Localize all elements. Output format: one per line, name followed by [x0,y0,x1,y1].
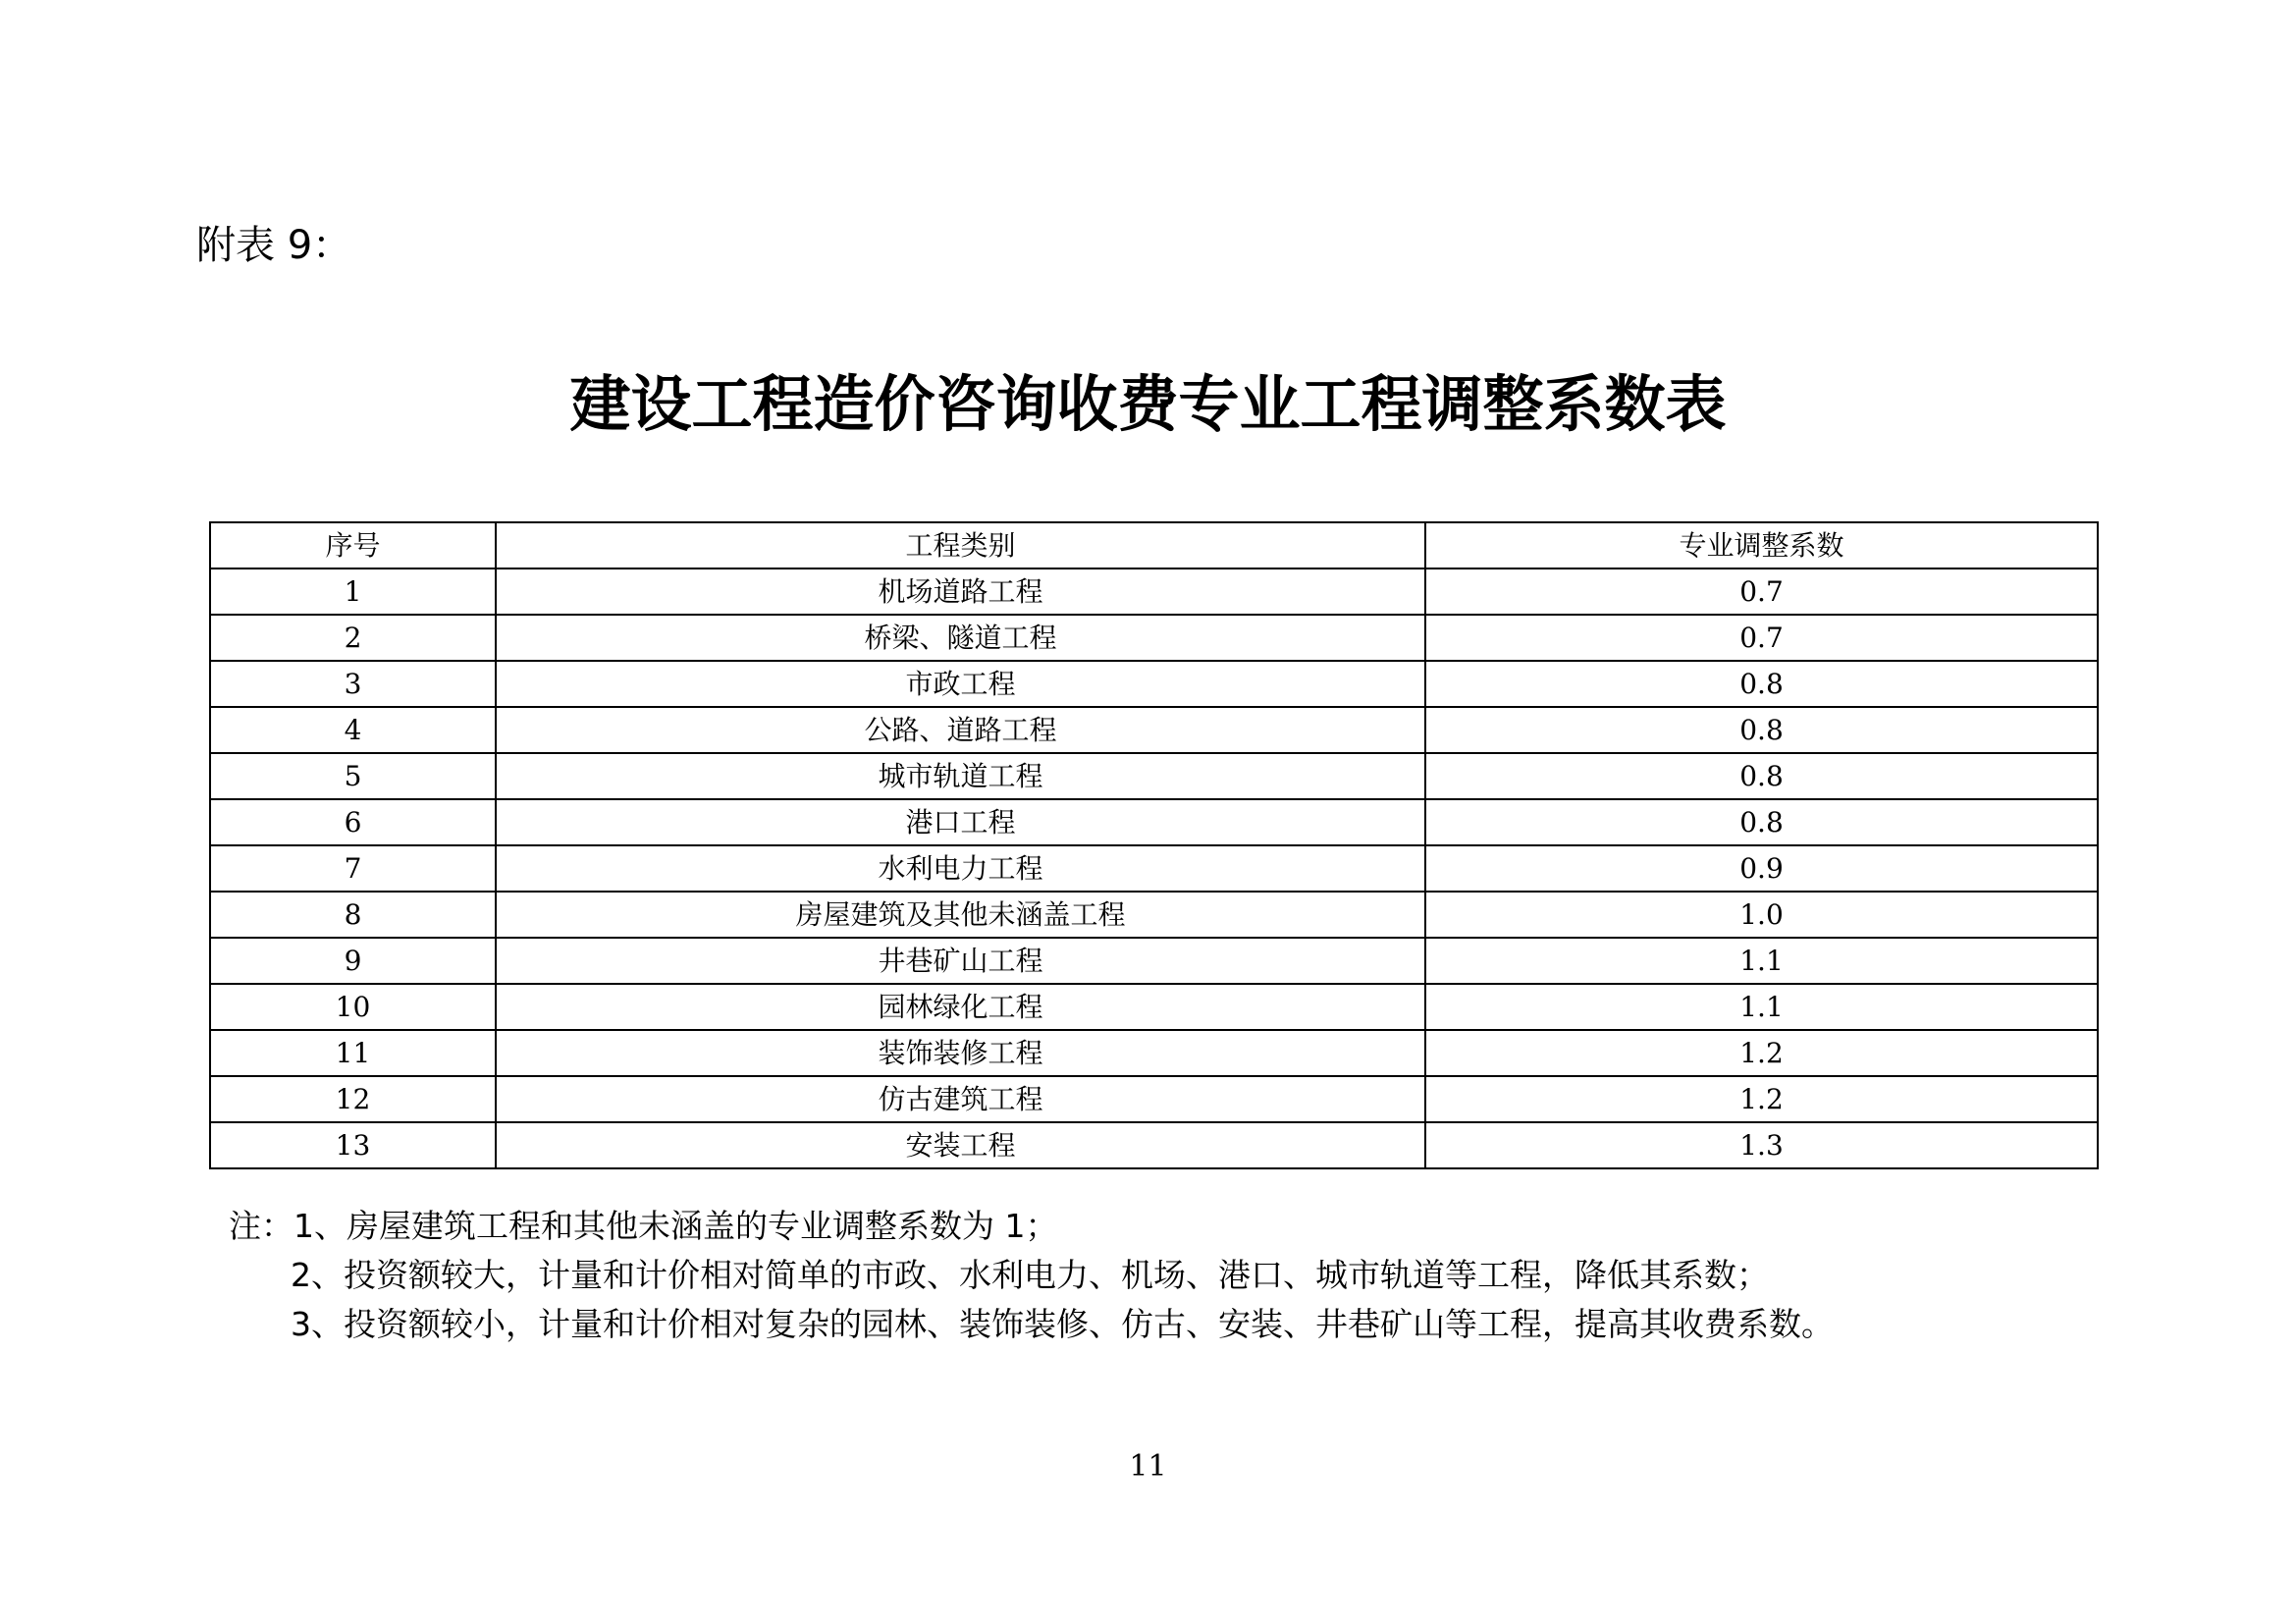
cell-no: 12 [210,1076,496,1122]
table-row [210,1076,2098,1122]
appendix-label: 附表 9： [196,223,352,268]
cell-no: 2 [210,615,496,661]
table-row [210,1030,2098,1076]
table-row [210,568,2098,615]
cell-no: 1 [210,568,496,615]
cell-no: 11 [210,1030,496,1076]
table-row [210,938,2098,984]
cell-no: 9 [210,938,496,984]
cell-coefficient: 1.0 [1425,892,2098,938]
cell-coefficient: 0.8 [1425,661,2098,707]
table-row [210,1122,2098,1168]
table-row [210,984,2098,1030]
cell-coefficient: 1.1 [1425,938,2098,984]
cell-category: 机场道路工程 [496,568,1425,615]
cell-coefficient: 1.2 [1425,1030,2098,1076]
cell-no: 4 [210,707,496,753]
table-header-row [210,522,2098,568]
cell-no: 10 [210,984,496,1030]
document-title: 建设工程造价咨询收费专业工程调整系数表 [569,368,1727,440]
cell-category: 园林绿化工程 [496,984,1425,1030]
header-coefficient: 专业调整系数 [1425,522,2098,568]
cell-category: 公路、道路工程 [496,707,1425,753]
cell-category: 桥梁、隧道工程 [496,615,1425,661]
table-row [210,892,2098,938]
table-row [210,615,2098,661]
note-line-1: 注：1、房屋建筑工程和其他未涵盖的专业调整系数为 1； [229,1207,1058,1245]
cell-no: 7 [210,845,496,892]
table-row [210,661,2098,707]
cell-no: 3 [210,661,496,707]
table-row [210,753,2098,799]
cell-no: 13 [210,1122,496,1168]
table-row [210,845,2098,892]
cell-coefficient: 1.2 [1425,1076,2098,1122]
cell-category: 安装工程 [496,1122,1425,1168]
cell-coefficient: 0.8 [1425,753,2098,799]
cell-no: 8 [210,892,496,938]
table-row [210,799,2098,845]
cell-coefficient: 0.7 [1425,568,2098,615]
cell-coefficient: 0.8 [1425,707,2098,753]
cell-category: 港口工程 [496,799,1425,845]
cell-coefficient: 0.8 [1425,799,2098,845]
table-row [210,707,2098,753]
cell-coefficient: 0.9 [1425,845,2098,892]
header-category: 工程类别 [496,522,1425,568]
cell-category: 城市轨道工程 [496,753,1425,799]
cell-category: 房屋建筑及其他未涵盖工程 [496,892,1425,938]
note-line-3: 3、投资额较小，计量和计价相对复杂的园林、装饰装修、仿古、安装、井巷矿山等工程，提高其收费系数。 [291,1305,1834,1343]
cell-coefficient: 1.1 [1425,984,2098,1030]
header-no: 序号 [210,522,496,568]
notes [229,1202,1834,1349]
cell-category: 市政工程 [496,661,1425,707]
cell-category: 井巷矿山工程 [496,938,1425,984]
page-number: 11 [1129,1449,1167,1484]
coefficient-table [209,521,2099,1169]
cell-category: 装饰装修工程 [496,1030,1425,1076]
note-line-2: 2、投资额较大，计量和计价相对简单的市政、水利电力、机场、港口、城市轨道等工程，降低其系数； [291,1256,1769,1294]
cell-no: 6 [210,799,496,845]
cell-coefficient: 1.3 [1425,1122,2098,1168]
cell-category: 水利电力工程 [496,845,1425,892]
cell-no: 5 [210,753,496,799]
cell-category: 仿古建筑工程 [496,1076,1425,1122]
cell-coefficient: 0.7 [1425,615,2098,661]
